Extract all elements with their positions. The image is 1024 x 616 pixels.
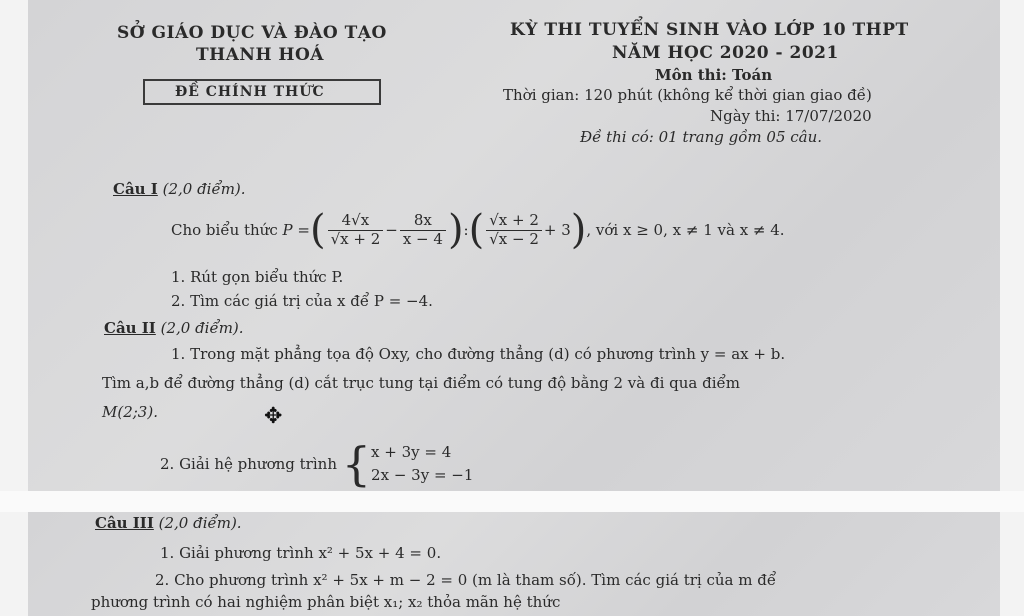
q2-item-2-label: 2. Giải hệ phương trình (160, 455, 337, 473)
question-1-title: Câu I (113, 180, 158, 198)
q2-item-1-line-1: 1. Trong mặt phẳng tọa độ Oxy, cho đường thẳng (d) có phương trình y = ax + b. (171, 345, 786, 363)
question-1-heading (113, 180, 246, 198)
equation-system (371, 441, 473, 488)
question-3-title: Câu III (95, 514, 154, 532)
q1-item-2: 2. Tìm các giá trị của x để P = −4. (171, 292, 433, 310)
question-3-points: (2,0 điểm). (158, 514, 242, 532)
q2-item-2 (160, 436, 473, 492)
expression-line (171, 200, 785, 260)
divide-sign: : (463, 221, 469, 239)
subject: Môn thi: Toán (655, 66, 773, 84)
equation-2: 2x − 3y = −1 (371, 466, 474, 484)
fraction-3: $\frac{√x + 2}{√x - 2}$ (486, 212, 542, 248)
question-1-points: (2,0 điểm). (162, 180, 246, 198)
q2-item-1-line-2: Tìm a,b để đường thẳng (d) cắt trục tung tại điểm có tung độ bằng 2 và đi qua điểm (102, 374, 740, 392)
question-3-heading (95, 514, 242, 532)
system-brace: { (341, 437, 372, 491)
q3-item-2-line-2: phương trình có hai nghiệm phân biệt x₁; x₂ thỏa mãn hệ thức (91, 593, 561, 611)
fraction-1: $\frac{4√x}{√x + 2}$ (328, 212, 384, 248)
school-year: NĂM HỌC 2020 - 2021 (612, 43, 839, 63)
official-label: ĐỀ CHÍNH THỨC (143, 79, 381, 105)
page-info: Đề thi có: 01 trang gồm 05 câu. (580, 128, 823, 146)
question-2-heading (104, 319, 244, 337)
page-gap (0, 491, 1024, 512)
q3-item-1: 1. Giải phương trình x² + 5x + 4 = 0. (160, 544, 442, 562)
plus-three: + 3 (543, 221, 571, 239)
q2-item-1-line-3: M(2;3). (102, 403, 158, 421)
province-name: THANH HOÁ (196, 45, 324, 65)
question-2-points: (2,0 điểm). (160, 319, 244, 337)
duration: Thời gian: 120 phút (không kể thời gian giao đề) (503, 86, 872, 104)
exam-date: Ngày thi: 17/07/2020 (710, 107, 872, 125)
close-paren-2: ) (570, 207, 587, 253)
p-prefix: P = (282, 221, 310, 239)
q1-item-1: 1. Rút gọn biểu thức P. (171, 268, 344, 286)
q3-item-2-line-1: 2. Cho phương trình x² + 5x + m − 2 = 0 (m là tham số). Tìm các giá trị của m để (155, 571, 777, 589)
equation-1: x + 3y = 4 (371, 442, 452, 461)
conditions: , với x ≥ 0, x ≠ 1 và x ≠ 4. (586, 221, 785, 239)
minus-sign: − (385, 221, 398, 239)
question-2-title: Câu II (104, 319, 156, 337)
mouse-cursor-icon: ✥ (264, 404, 283, 429)
expression-intro: Cho biểu thức (171, 221, 278, 239)
department-name: SỞ GIÁO DỤC VÀ ĐÀO TẠO (117, 23, 387, 43)
open-paren-2: ( (468, 207, 485, 253)
open-paren: ( (309, 207, 326, 253)
close-paren: ) (447, 207, 464, 253)
fraction-2: $\frac{8x}{x - 4}$ (400, 212, 446, 248)
exam-title: KỲ THI TUYỂN SINH VÀO LỚP 10 THPT (510, 20, 909, 40)
